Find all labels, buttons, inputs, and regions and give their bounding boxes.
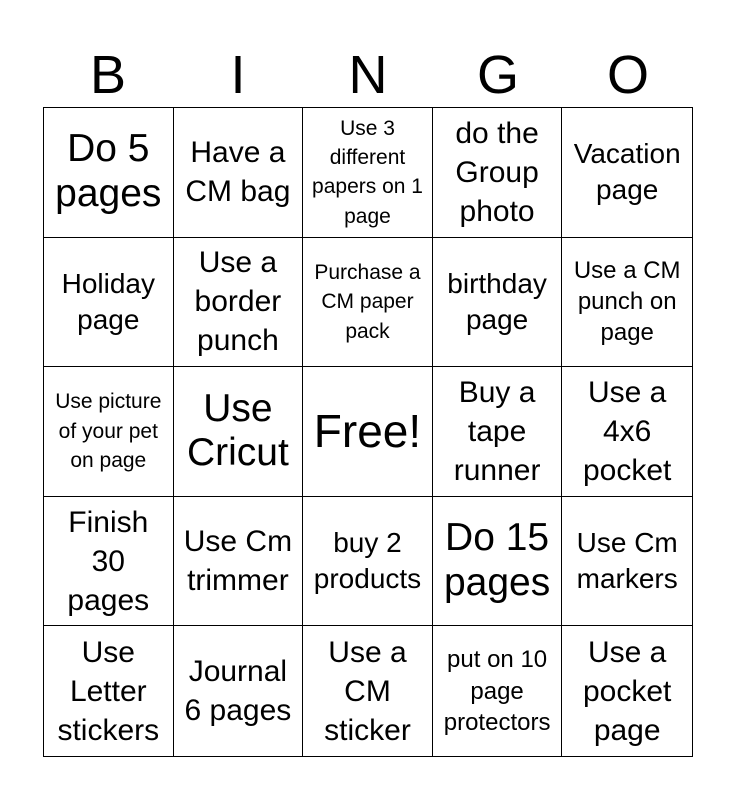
bingo-header [43,42,693,108]
bingo-cell-r4-c5[interactable] [562,497,692,627]
bingo-cell-text: Vacation page [573,137,681,206]
bingo-cell-text: Use a border punch [194,246,282,358]
bingo-cell-text: Holiday page [61,267,155,335]
bingo-cell-text: Use a pocket page [583,635,672,747]
bingo-cell-r1-c5[interactable] [562,108,692,238]
bingo-cell-r3-c1[interactable] [44,367,174,497]
bingo-cell-r3-c5[interactable] [562,367,692,497]
bingo-cell-text: Use Letter stickers [57,635,160,747]
bingo-cell-text: Journal 6 pages [184,655,292,728]
bingo-cell-r1-c3[interactable] [303,108,433,238]
bingo-cell-text: Use Cm trimmer [183,525,293,598]
header-letter-n: N [348,45,388,105]
bingo-cell-r2-c1[interactable] [44,238,174,368]
bingo-cell-text: put on 10 page protectors [443,646,551,736]
bingo-cell-r4-c4[interactable] [433,497,563,627]
bingo-cell-r5-c1[interactable] [44,626,174,756]
bingo-cell-text: do the Group photo [455,116,539,228]
header-letter-o: O [606,45,649,105]
bingo-cell-r3-c2[interactable] [174,367,304,497]
bingo-cell-text: Use Cricut [186,386,289,475]
bingo-cell-text: Use a CM punch on page [573,257,681,347]
bingo-cell-r5-c2[interactable] [174,626,304,756]
bingo-card [43,107,693,757]
bingo-cell-r4-c2[interactable] [174,497,304,627]
bingo-cell-text: Finish 30 pages [67,505,150,617]
bingo-cell-text: Do 5 pages [55,127,162,216]
bingo-cell-text: Have a CM bag [185,136,291,209]
header-letter-b: B [89,45,127,105]
bingo-cell-text: Use Cm markers [576,526,678,595]
bingo-cell-text: Buy a tape runner [453,375,541,487]
bingo-cell-text: Use 3 different papers on 1 page [312,116,423,228]
bingo-cell-r2-c3[interactable] [303,238,433,368]
bingo-cell-text: Use a CM sticker [324,635,411,747]
bingo-cell-r3-c3[interactable] [303,367,433,497]
bingo-cell-r2-c5[interactable] [562,238,692,368]
bingo-cell-r1-c2[interactable] [174,108,304,238]
bingo-cell-r1-c1[interactable] [44,108,174,238]
bingo-cell-text: Do 15 pages [443,516,551,605]
bingo-cell-r3-c4[interactable] [433,367,563,497]
bingo-cell-r5-c4[interactable] [433,626,563,756]
bingo-cell-r5-c3[interactable] [303,626,433,756]
bingo-cell-text: buy 2 products [313,526,422,595]
bingo-cell-text: Use a 4x6 pocket [583,375,672,487]
bingo-cell-text: Use picture of your pet on page [55,390,162,473]
bingo-cell-text: Free! [313,404,422,457]
bingo-cell-r5-c5[interactable] [562,626,692,756]
bingo-cell-text: Purchase a CM paper pack [314,260,421,343]
bingo-cell-text: birthday page [447,267,547,335]
bingo-cell-r2-c4[interactable] [433,238,563,368]
bingo-cell-r4-c1[interactable] [44,497,174,627]
header-letter-g: G [476,45,519,105]
header-letter-i: I [230,45,246,105]
bingo-cell-r2-c2[interactable] [174,238,304,368]
bingo-cell-r1-c4[interactable] [433,108,563,238]
bingo-cell-r4-c3[interactable] [303,497,433,627]
